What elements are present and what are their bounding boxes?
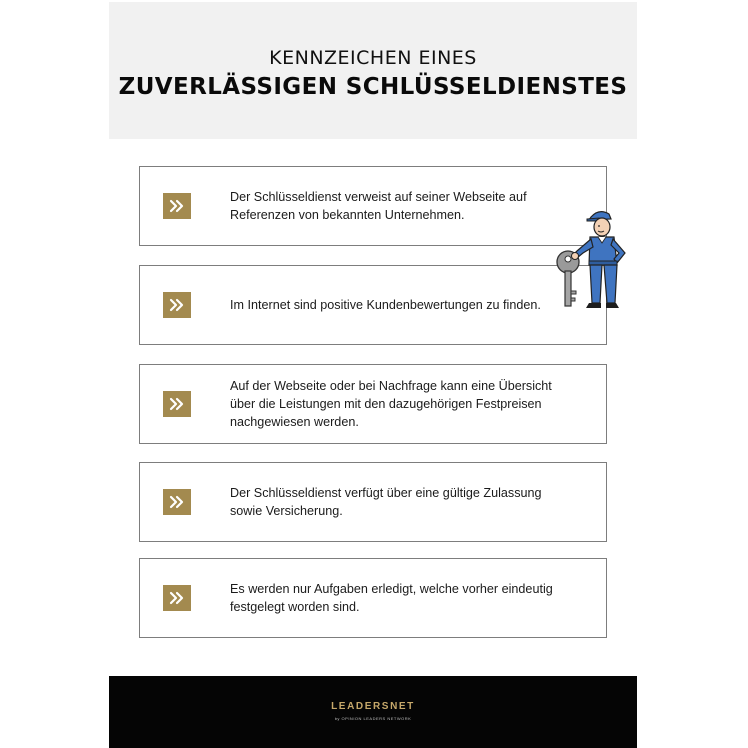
footer [109,676,637,748]
title-line-1: KENNZEICHEN EINES [269,47,477,69]
header [109,2,637,139]
double-chevron-right-icon [163,489,191,515]
criterion-card-2 [139,265,607,345]
criterion-text: Im Internet sind positive Kundenbewertungen zu finden. [230,298,541,312]
criterion-text: Es werden nur Aufgaben erledigt, welche vorher eindeutig festgelegt worden sind. [230,582,553,614]
double-chevron-right-icon [163,193,191,219]
infographic-page [109,0,637,748]
criterion-text: Auf der Webseite oder bei Nachfrage kann eine Übersicht über die Leistungen mit den dazugehörigen Festpreisen nachgewiesen werden. [230,379,552,429]
criterion-text: Der Schlüsseldienst verfügt über eine gültige Zulassung sowie Versicherung. [230,486,542,518]
footer-brand: LEADERSNET [331,701,415,712]
title-line-2: ZUVERLÄSSIGEN SCHLÜSSELDIENSTES [118,74,628,100]
criterion-card-4 [139,462,607,542]
double-chevron-right-icon [163,585,191,611]
double-chevron-right-icon [163,391,191,417]
footer-subline: by OPINION LEADERS NETWORK [334,716,412,721]
criterion-card-1 [139,166,607,246]
criterion-text: Der Schlüsseldienst verweist auf seiner Webseite auf Referenzen von bekannten Unternehmen. [230,190,527,222]
criterion-card-3 [139,364,607,444]
locksmith-with-key-illustration [553,205,637,313]
double-chevron-right-icon [163,292,191,318]
criterion-card-5 [139,558,607,638]
